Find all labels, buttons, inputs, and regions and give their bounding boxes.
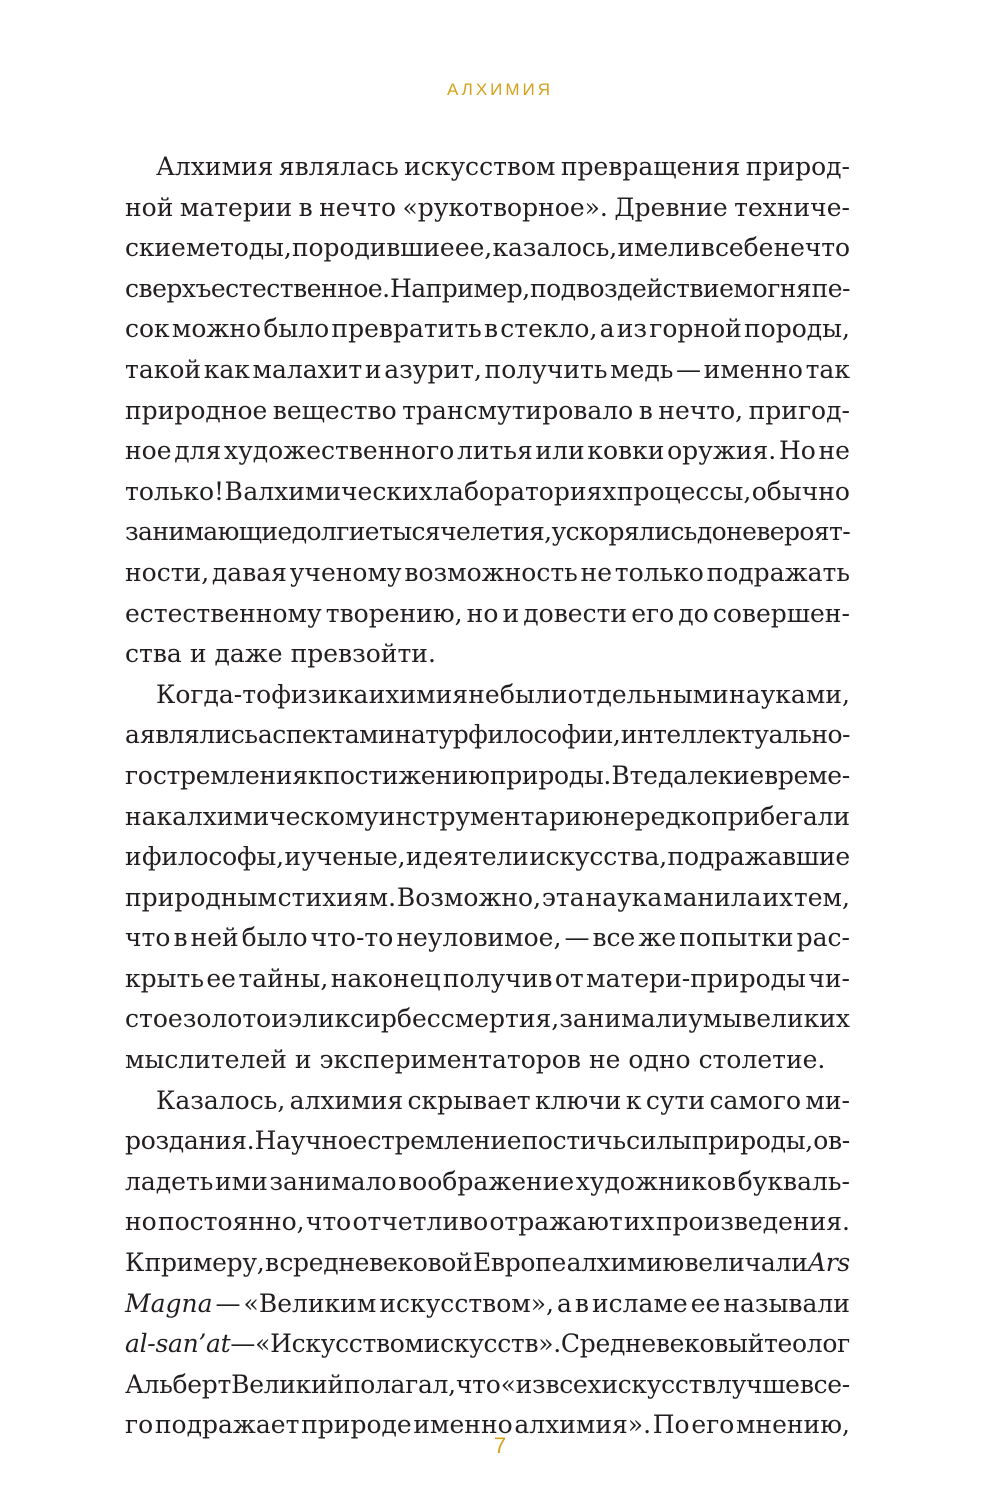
text-line: ное для художественного литья или ковки оружия. Но не (125, 436, 850, 466)
text-line: и философы, и ученые, и деятели искусства, подражавшие (125, 842, 850, 872)
text-line: а являлись аспектами натурфилософии, интеллектуально- (125, 720, 850, 750)
text-line: сверхъестественное. Например, под воздействием огня пе- (125, 273, 850, 303)
text-line: ские методы, породившие ее, казалось, имели в себе нечто (125, 233, 850, 263)
text-line: ладеть ими занимало воображение художников букваль- (125, 1166, 850, 1196)
text-line: на к алхимическому инструментарию нередко прибегали (125, 801, 850, 831)
text-line: стое золото и эликсир бессмертия, занимали умы великих (125, 1004, 850, 1034)
text-line: го стремления к постижению природы. В те далекие време- (125, 760, 850, 790)
text-line: крыть ее тайны, наконец получив от матери-природы чи- (125, 963, 850, 993)
text-line: Когда-то физика и химия не были отдельными науками, (156, 679, 850, 709)
text-line: го подражает природе именно алхимия». По его мнению, (125, 1410, 850, 1440)
text-line: что в ней было что-то неуловимое, — все же попытки рас- (125, 923, 850, 953)
text-line: ной материи в нечто «рукотворное». Древние техниче- (125, 192, 850, 222)
text-line: роздания. Научное стремление постичь силы природы, ов- (125, 1126, 850, 1156)
italic-term: Ars (807, 1248, 850, 1278)
text-line: но постоянно, что отчетливо отражают их произведения. (125, 1207, 850, 1237)
text-line: ства и даже превзойти. (125, 639, 436, 669)
text-line: занимающие долгие тысячелетия, ускорялись до невероят- (125, 517, 851, 547)
text-line: такой как малахит и азурит, получить медь — именно так (125, 354, 850, 384)
text-line: естественному творению, но и довести его до совершен- (125, 598, 850, 628)
italic-term: al-san’at (125, 1329, 231, 1359)
text-line: Казалось, алхимия скрывает ключи к сути самого ми- (156, 1085, 850, 1115)
italic-term: Magna (125, 1288, 213, 1318)
body-text (125, 147, 850, 1446)
text-line-mixed: Magna — «Великим искусством», а в исламе ее называли (125, 1284, 850, 1325)
text-line: Альберт Великий полагал, что «из всех искусств лучше все- (125, 1369, 850, 1399)
text-line-mixed: al-san’at — «Искусством искусств». Средневековый теолог (125, 1324, 850, 1365)
text-line: природным стихиям. Возможно, эта наука манила их тем, (125, 882, 850, 912)
text-line: ности, давая ученому возможность не только подражать (125, 557, 850, 587)
text-line: Алхимия являлась искусством превращения природ- (156, 152, 850, 181)
text-line: только! В алхимических лабораториях процессы, обычно (125, 476, 850, 506)
running-head: АЛХИМИЯ (446, 80, 554, 99)
text-line-mixed: К примеру, в средневековой Европе алхимию величали Ars (125, 1243, 850, 1284)
page-number: 7 (493, 1433, 507, 1458)
text-line: природное вещество трансмутировало в нечто, пригод- (125, 395, 850, 425)
text-line: сок можно было превратить в стекло, а из горной породы, (125, 314, 850, 344)
text-line: мыслителей и экспериментаторов не одно столетие. (125, 1045, 826, 1075)
